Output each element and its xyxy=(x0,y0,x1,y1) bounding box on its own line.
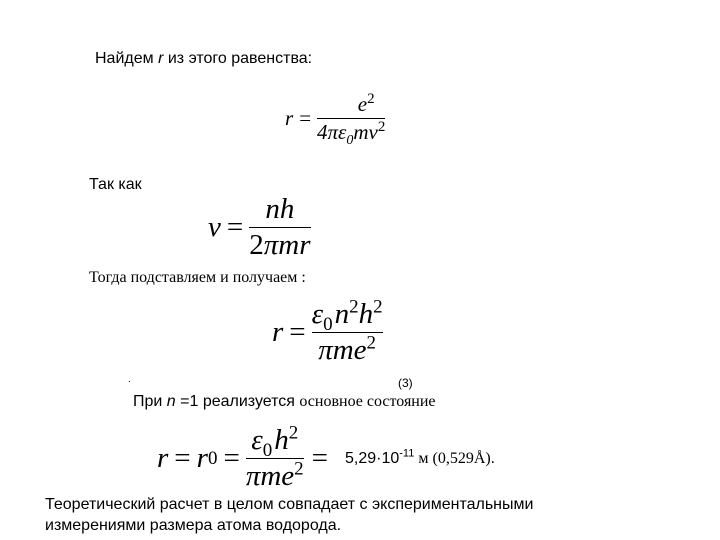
heading-suffix: из этого равенства: xyxy=(163,50,313,67)
formula-bohr-radius xyxy=(272,298,383,367)
since-label: Так как xyxy=(89,176,142,193)
ground-state-sentence xyxy=(133,393,436,411)
formula-ground-equals-3: = xyxy=(311,442,329,474)
formula-bohr-den-exp: 2 xyxy=(366,332,377,354)
formula-velocity-numerator: nh xyxy=(265,193,295,225)
formula-ground-den-exp: 2 xyxy=(294,458,304,480)
formula-bohr-numerator xyxy=(311,296,383,335)
ground-state-tail: основное состояние xyxy=(299,393,436,410)
result-unit: м (0,529Å). xyxy=(414,450,495,467)
formula-ground-num-eps: ε xyxy=(251,424,263,456)
formula-ground-numerator xyxy=(251,422,299,461)
formula-radius-equals: = xyxy=(299,106,312,130)
ground-state-value: =1 реализуется xyxy=(175,393,300,410)
formula-ground-den-rest: πme xyxy=(245,460,295,492)
formula-velocity-fraction xyxy=(249,193,310,262)
formula-ground-state: r = r 0 = $\frac{\varepsilon_0h^2}{\pi me^2}$ = xyxy=(157,422,329,492)
equation-number: (3) xyxy=(398,376,413,390)
conclusion-line-2: измерениями размера атома водорода. xyxy=(45,517,342,534)
ground-state-variable: n xyxy=(166,393,176,410)
result-exponent: -11 xyxy=(399,447,415,460)
formula-velocity-lhs: v xyxy=(208,211,221,243)
formula-bohr-denominator xyxy=(318,334,376,367)
formula-radius-den-exp: 2 xyxy=(377,119,386,135)
formula-radius-den-main: 4πε xyxy=(317,120,347,144)
formula-ground-denominator xyxy=(246,460,304,493)
heading-variable: r xyxy=(158,50,164,67)
formula-radius-lhs: r xyxy=(285,106,294,130)
formula-ground-num-h-exp: 2 xyxy=(288,422,299,444)
result-value xyxy=(345,447,495,468)
formula-bohr-num-sub: 0 xyxy=(323,313,333,335)
result-mantissa: 5,29·10 xyxy=(345,450,400,467)
formula-radius-den-sub: 0 xyxy=(346,133,354,149)
formula-ground-equals-2: = xyxy=(223,442,240,474)
conclusion xyxy=(45,494,533,536)
formula-radius-den-rest: mv xyxy=(353,120,378,144)
dot-mark: . xyxy=(128,374,131,385)
formula-velocity-bar xyxy=(249,227,310,228)
formula-bohr-den-rest: πme xyxy=(318,334,367,366)
formula-ground-num-h: h xyxy=(274,424,289,456)
formula-velocity-denominator xyxy=(249,229,310,262)
ground-state-prefix: При xyxy=(133,393,167,410)
formula-bohr-num-h: h xyxy=(358,298,374,330)
formula-bohr-num-h-exp: 2 xyxy=(373,296,383,318)
formula-radius-num-base: e xyxy=(357,92,368,116)
formula-radius xyxy=(285,91,386,149)
formula-ground-r: r xyxy=(196,442,208,474)
substitute-label: Тогда подставляем и получаем : xyxy=(89,269,306,286)
formula-ground-equals-1: = xyxy=(174,442,191,474)
formula-radius-num-exp: 2 xyxy=(367,91,375,107)
formula-radius-bar xyxy=(317,118,385,119)
heading-prefix: Найдем xyxy=(95,50,159,67)
formula-ground-fraction xyxy=(246,424,304,493)
formula-bohr-lhs: r xyxy=(272,316,284,348)
heading xyxy=(95,50,312,68)
formula-ground-lhs: r xyxy=(157,442,169,474)
formula-bohr-num-eps: ε xyxy=(311,298,324,330)
formula-bohr-equals: = xyxy=(289,316,306,348)
formula-velocity xyxy=(208,193,311,262)
formula-radius-numerator xyxy=(328,92,375,117)
formula-radius-denominator xyxy=(317,119,386,149)
formula-bohr-num-n-exp: 2 xyxy=(349,296,359,318)
formula-ground-num-sub: 0 xyxy=(262,439,273,461)
formula-bohr-num-n: n xyxy=(334,298,350,330)
formula-velocity-den-rest: πmr xyxy=(263,229,311,261)
conclusion-line-1: Теоретический расчет в целом совпадает с экспериментальными xyxy=(45,496,534,513)
formula-velocity-equals: = xyxy=(226,211,244,243)
formula-velocity-den-two: 2 xyxy=(249,229,264,261)
formula-bohr-fraction xyxy=(312,298,383,367)
formula-radius-fraction xyxy=(317,91,386,149)
